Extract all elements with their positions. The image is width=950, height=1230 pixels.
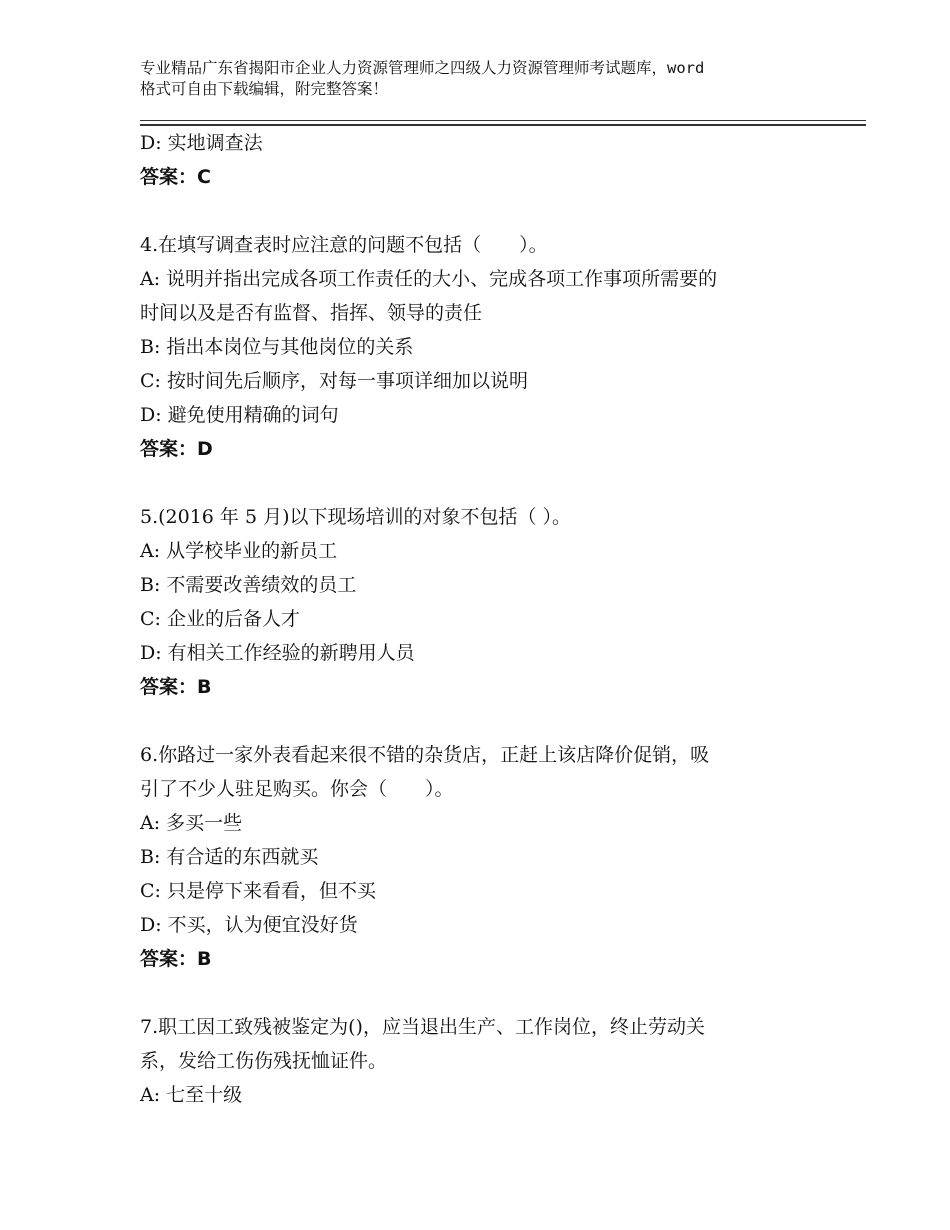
- question-6: [140, 738, 830, 976]
- option-b: B: 有合适的东西就买: [140, 846, 319, 868]
- page-header: [140, 58, 840, 100]
- answer-line: 答案：D: [140, 438, 213, 460]
- answer-line: 答案：B: [140, 948, 212, 970]
- question-stem: 5.(2016 年 5 月)以下现场培训的对象不包括（ ）。: [140, 506, 572, 528]
- previous-question-tail: [140, 126, 830, 194]
- option-a: A: 多买一些: [140, 812, 243, 834]
- question-7: [140, 1010, 830, 1112]
- question-stem: 7.职工因工致残被鉴定为()，应当退出生产、工作岗位，终止劳动关: [140, 1016, 705, 1038]
- option-a-continued: 时间以及是否有监督、指挥、领导的责任: [140, 302, 483, 324]
- option-a: A: 说明并指出完成各项工作责任的大小、完成各项工作事项所需要的: [140, 268, 718, 290]
- answer-line: 答案：B: [140, 676, 212, 698]
- option-d: D: 避免使用精确的词句: [140, 404, 339, 426]
- option-b: B: 指出本岗位与其他岗位的关系: [140, 336, 414, 358]
- question-stem: 4.在填写调查表时应注意的问题不包括（ ）。: [140, 234, 548, 256]
- question-5: [140, 500, 830, 704]
- option-a: A: 从学校毕业的新员工: [140, 540, 338, 562]
- question-stem-continued: 系，发给工伤伤残抚恤证件。: [140, 1050, 388, 1072]
- header-divider-thin: [140, 120, 866, 121]
- option-b: B: 不需要改善绩效的员工: [140, 574, 357, 596]
- question-list: [140, 126, 830, 1112]
- option-d: D: 不买，认为便宜没好货: [140, 914, 358, 936]
- answer-line: 答案：C: [140, 166, 211, 188]
- option-c: C: 只是停下来看看，但不买: [140, 880, 376, 902]
- question-stem-continued: 引了不少人驻足购买。你会（ ）。: [140, 778, 454, 800]
- option-d: D: 有相关工作经验的新聘用人员: [140, 642, 415, 664]
- question-4: [140, 228, 830, 466]
- header-title-line-2: 格式可自由下载编辑，附完整答案！: [140, 80, 389, 98]
- option-d: D: 实地调查法: [140, 132, 263, 154]
- header-title-line-1: 专业精品广东省揭阳市企业人力资源管理师之四级人力资源管理师考试题库，word: [140, 59, 705, 77]
- option-a: A: 七至十级: [140, 1084, 243, 1106]
- option-c: C: 企业的后备人才: [140, 608, 300, 630]
- option-c: C: 按时间先后顺序，对每一事项详细加以说明: [140, 370, 528, 392]
- question-stem: 6.你路过一家外表看起来很不错的杂货店，正赶上该店降价促销，吸: [140, 744, 710, 766]
